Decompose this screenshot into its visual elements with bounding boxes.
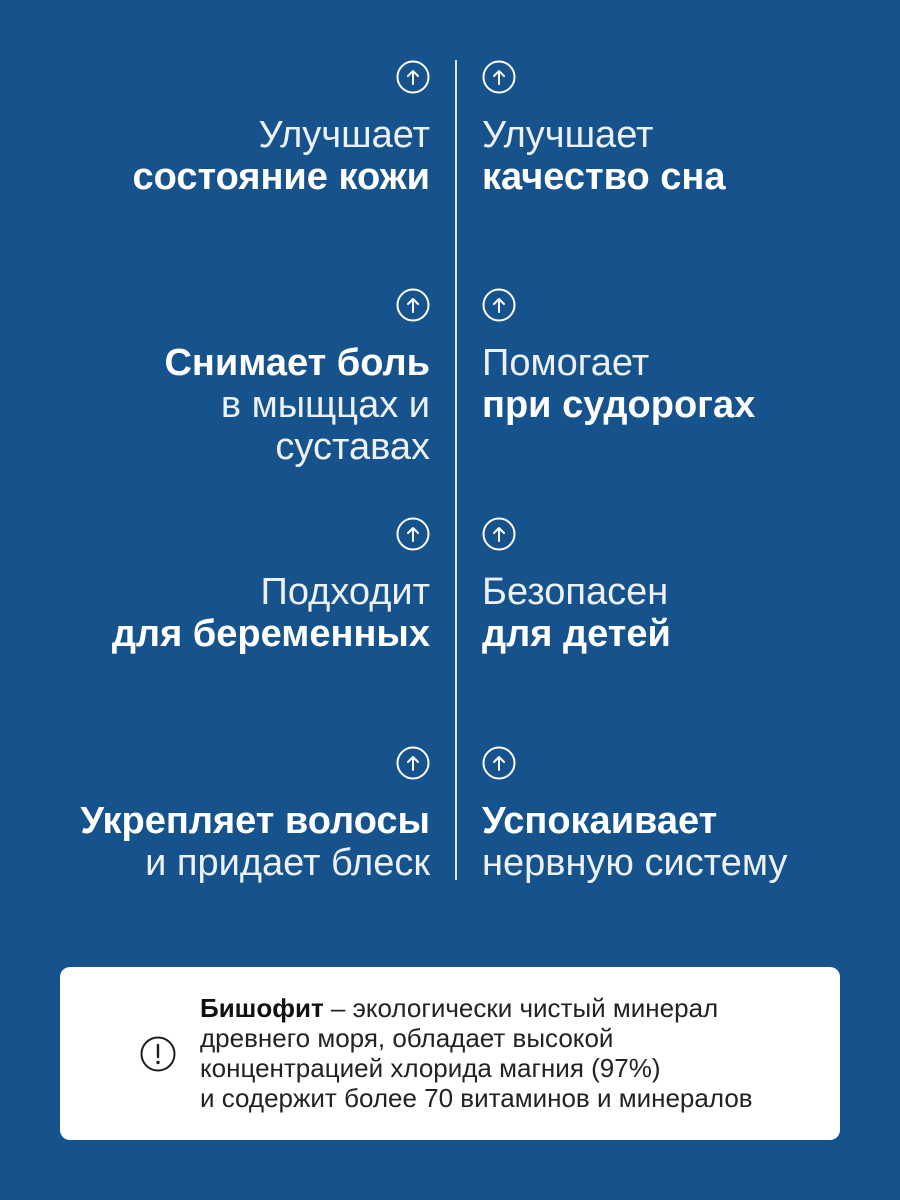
benefit-line: Помогает	[482, 342, 650, 384]
benefit-pregnant	[30, 517, 430, 655]
benefit-line: Улучшает	[258, 114, 430, 156]
benefit-cramps	[482, 288, 882, 426]
center-divider	[455, 60, 457, 880]
arrow-up-circle-icon	[482, 288, 516, 322]
benefit-line: Безопасен	[482, 571, 669, 613]
benefit-line: для детей	[482, 613, 671, 655]
benefit-line: Подходит	[260, 571, 430, 613]
arrow-up-circle-icon	[396, 288, 430, 322]
benefit-line: состояние кожи	[132, 156, 430, 198]
exclamation-circle-icon	[140, 1036, 176, 1072]
benefit-pain	[30, 288, 430, 468]
benefit-line: Укрепляет волосы	[80, 800, 430, 842]
benefit-line: качество сна	[482, 156, 726, 198]
arrow-up-circle-icon	[396, 517, 430, 551]
info-text	[200, 993, 830, 1113]
benefit-line: для беременных	[111, 613, 430, 655]
info-term: Бишофит	[200, 993, 324, 1023]
benefit-children	[482, 517, 882, 655]
info-line: древнего моря, обладает высокой	[200, 1023, 614, 1053]
benefit-sleep	[482, 60, 882, 198]
info-card	[60, 967, 840, 1140]
benefit-line: в мыщцах и	[220, 384, 430, 426]
arrow-up-circle-icon	[482, 746, 516, 780]
benefit-line: Снимает боль	[164, 342, 430, 384]
benefit-line: Успокаивает	[482, 800, 718, 842]
benefit-line: и придает блеск	[145, 842, 430, 884]
info-line: – экологически чистый минерал	[323, 993, 719, 1023]
arrow-up-circle-icon	[396, 60, 430, 94]
info-line: и содержит более 70 витаминов и минералов	[200, 1083, 753, 1113]
benefit-nerves	[482, 746, 882, 884]
benefit-hair	[30, 746, 430, 884]
benefit-skin	[30, 60, 430, 198]
benefit-line: суставах	[275, 426, 430, 468]
arrow-up-circle-icon	[482, 60, 516, 94]
benefit-line: нервную систему	[482, 842, 788, 884]
arrow-up-circle-icon	[396, 746, 430, 780]
info-line: концентрацией хлорида магния (97%)	[200, 1053, 661, 1083]
arrow-up-circle-icon	[482, 517, 516, 551]
benefit-line: Улучшает	[482, 114, 654, 156]
benefit-line: при судорогах	[482, 384, 756, 426]
